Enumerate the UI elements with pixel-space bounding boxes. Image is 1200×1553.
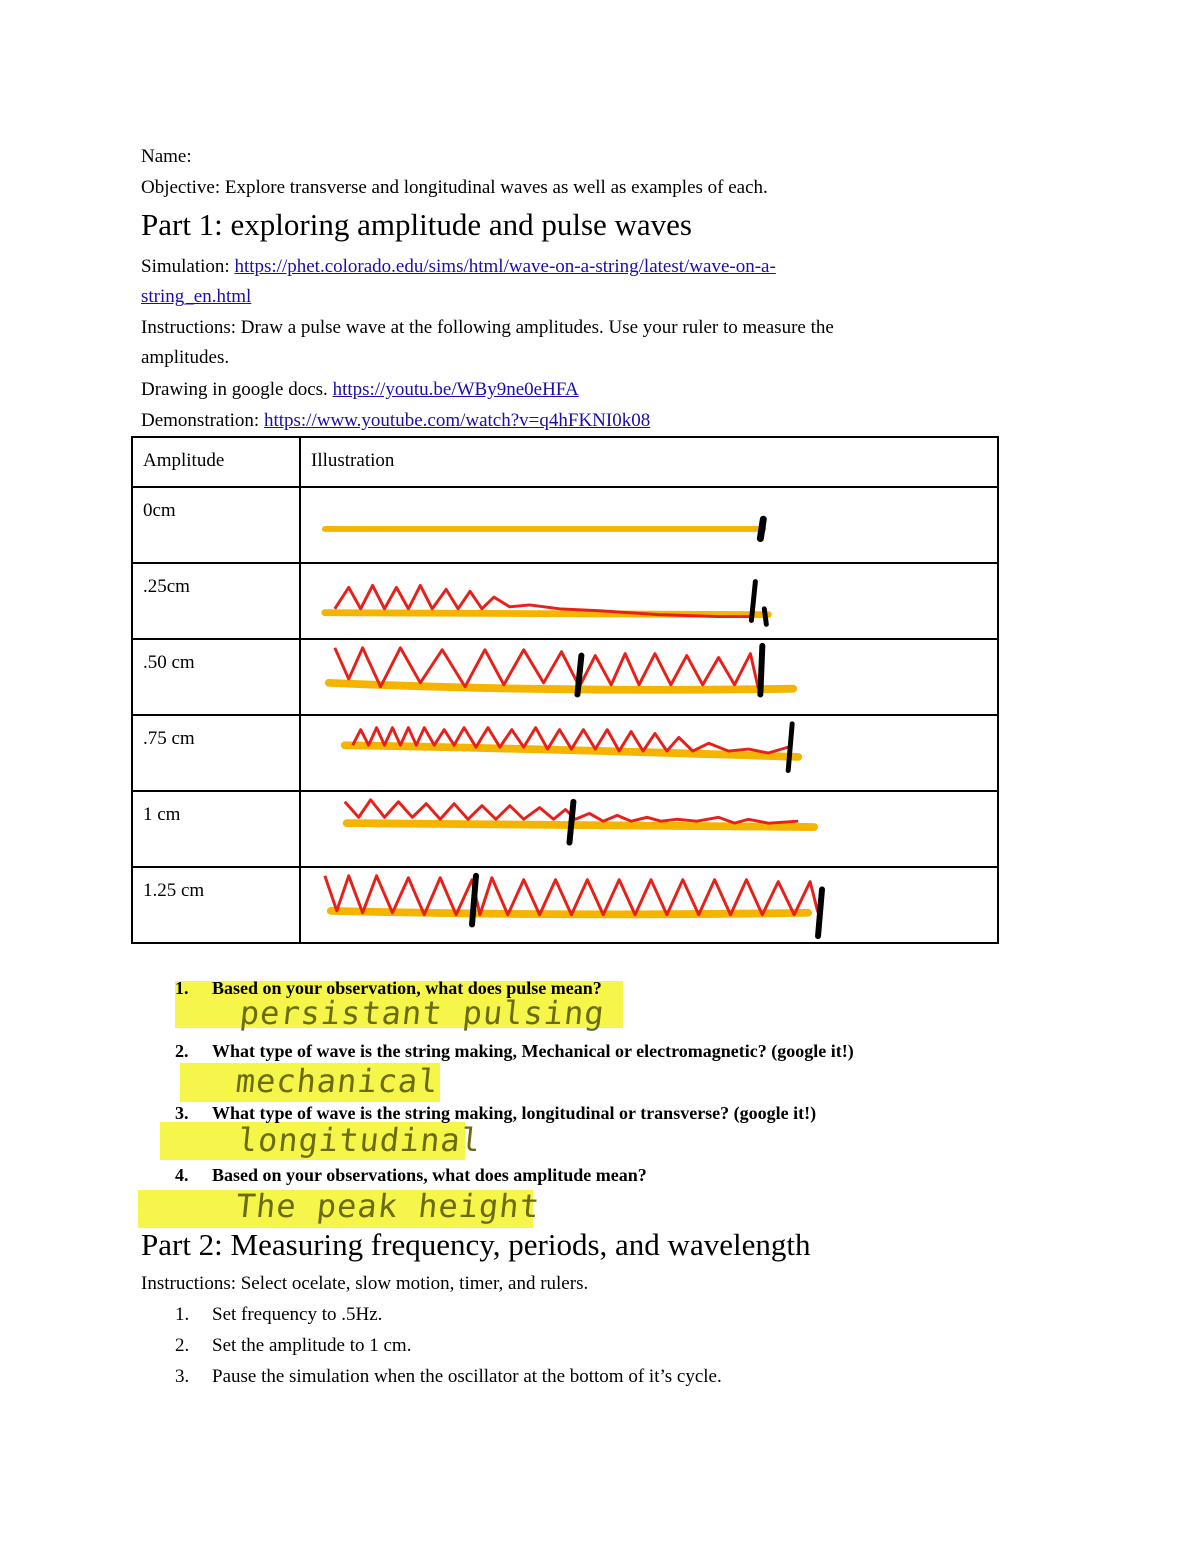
amplitude-cell: 0cm [132, 487, 300, 563]
illustration-cell[interactable] [300, 487, 998, 563]
instructions-line-2: amplitudes. [141, 347, 230, 368]
drawing-label: Drawing in google docs. [141, 379, 333, 400]
illustration-cell[interactable] [300, 791, 998, 867]
amplitude-cell: 1 cm [132, 791, 300, 867]
table-row [132, 715, 998, 791]
wave-drawing-050cm [301, 640, 997, 714]
amplitude-cell: 1.25 cm [132, 867, 300, 943]
question-3: 3. What type of wave is the string making, longitudinal or transverse? (google it!) [175, 1103, 817, 1123]
amplitude-cell: .25cm [132, 563, 300, 639]
demo-link[interactable]: https://www.youtube.com/watch?v=q4hFKNI0k08 [263, 410, 651, 431]
question-2: 2. What type of wave is the string making, Mechanical or electromagnetic? (google it!) [175, 1041, 854, 1061]
name-label: Name: [141, 146, 192, 167]
answer-3: longitudinal [236, 1121, 484, 1159]
step-1: 1. Set frequency to .5Hz. [175, 1304, 383, 1325]
header-amplitude: Amplitude [132, 437, 300, 487]
wave-drawing-075cm [301, 716, 997, 790]
table-row [132, 867, 998, 943]
illustration-cell[interactable] [300, 563, 998, 639]
part2-title: Part 2: Measuring frequency, periods, and wavelength [141, 1227, 811, 1262]
illustration-cell[interactable] [300, 867, 998, 943]
amplitude-table [131, 436, 999, 944]
table-row [132, 487, 998, 563]
instructions-line-1: Instructions: Draw a pulse wave at the following amplitudes. Use your ruler to measure the [141, 317, 834, 338]
objective-text: Objective: Explore transverse and longitudinal waves as well as examples of each. [141, 177, 768, 198]
simulation-link[interactable]: https://phet.colorado.edu/sims/html/wave-on-a-string/latest/wave-on-a- [234, 256, 776, 277]
drawing-link[interactable]: https://youtu.be/WBy9ne0eHFA [332, 379, 579, 400]
simulation-line-2 [141, 285, 251, 309]
amplitude-cell: .50 cm [132, 639, 300, 715]
part1-title: Part 1: exploring amplitude and pulse waves [141, 207, 692, 242]
step-2: 2. Set the amplitude to 1 cm. [175, 1335, 412, 1356]
answer-4: The peak height [234, 1187, 542, 1225]
part2-instructions: Instructions: Select ocelate, slow motion, timer, and rulers. [141, 1273, 589, 1294]
amplitude-cell: .75 cm [132, 715, 300, 791]
question-4: 4. Based on your observations, what does amplitude mean? [175, 1165, 647, 1185]
simulation-link-continued[interactable]: string_en.html [141, 286, 252, 307]
answer-1: persistant pulsing [238, 994, 607, 1032]
wave-drawing-125cm [301, 868, 997, 942]
wave-drawing-1cm [301, 792, 997, 866]
simulation-line [141, 255, 776, 279]
illustration-cell[interactable] [300, 715, 998, 791]
illustration-cell[interactable] [300, 639, 998, 715]
wave-drawing-0cm [301, 488, 997, 562]
simulation-label: Simulation: [141, 256, 235, 277]
table-row [132, 639, 998, 715]
drawing-line [141, 378, 579, 402]
question-1: 1. Based on your observation, what does pulse mean? [175, 978, 602, 998]
table-row [132, 791, 998, 867]
demo-label: Demonstration: [141, 410, 264, 431]
step-3: 3. Pause the simulation when the oscillator at the bottom of it’s cycle. [175, 1366, 722, 1387]
answer-2: mechanical [234, 1062, 441, 1100]
wave-drawing-025cm [301, 564, 997, 638]
table-header-row [132, 437, 998, 487]
header-illustration: Illustration [300, 437, 998, 487]
demo-line [141, 409, 650, 433]
table-row [132, 563, 998, 639]
